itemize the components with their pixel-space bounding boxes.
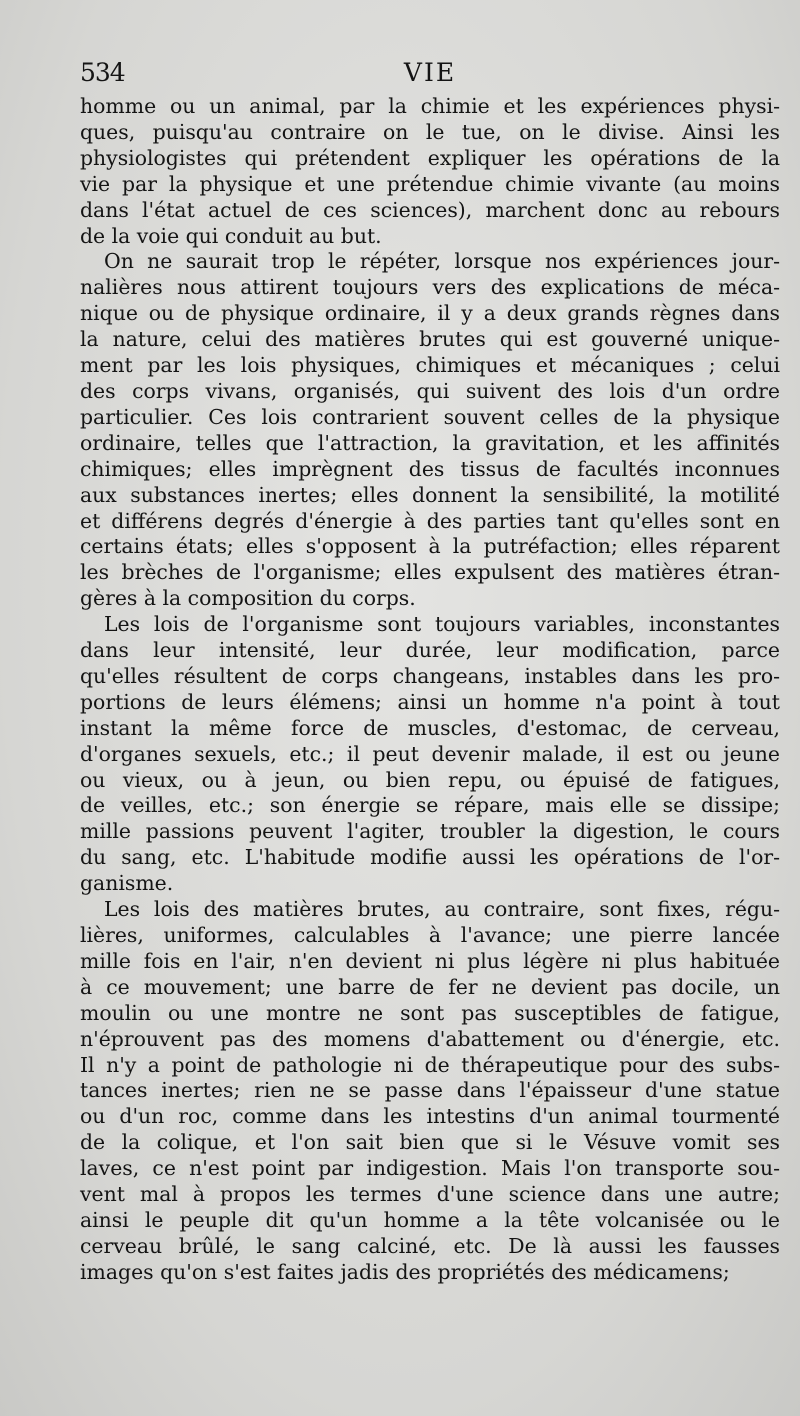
text-line: particulier. Ces lois contrarient souvent celles de la physique	[80, 404, 780, 429]
text-line: nalières nous attirent toujours vers des explications de méca-	[80, 275, 780, 300]
text-line: à ce mouvement; une barre de fer ne devient pas docile, un	[80, 974, 780, 999]
text-line: lières, uniformes, calculables à l'avance; une pierre lancée	[80, 923, 780, 947]
text-line: physiologistes qui prétendent expliquer les opérations de la	[80, 145, 780, 170]
text-line: instant la même force de muscles, d'estomac, de cerveau,	[80, 715, 780, 740]
text-line: des corps vivans, organisés, qui suivent des lois d'un ordre	[80, 378, 780, 403]
paragraph	[80, 612, 780, 897]
text-line: homme ou un animal, par la chimie et les expériences physi-	[80, 94, 780, 118]
text-line: ainsi le peuple dit qu'un homme a la tête volcanisée ou le	[80, 1207, 780, 1232]
text-line: de veilles, etc.; son énergie se répare, mais elle se dissipe;	[80, 793, 780, 818]
text-line: dans l'état actuel de ces sciences), marchent donc au rebours	[80, 197, 780, 222]
running-head: VIE	[403, 58, 457, 87]
text-line: mille fois en l'air, n'en devient ni plus légère ni plus habituée	[80, 948, 780, 973]
text-line: du sang, etc. L'habitude modifie aussi les opérations de l'or-	[80, 845, 780, 870]
book-page	[80, 58, 780, 1286]
text-line: chimiques; elles imprègnent des tissus de facultés inconnues	[80, 456, 780, 481]
text-line: portions de leurs élémens; ainsi un homme n'a point à tout	[80, 689, 780, 714]
text-line: ment par les lois physiques, chimiques et mécaniques ; celui	[80, 353, 780, 378]
text-line: vent mal à propos les termes d'une science dans une autre;	[80, 1182, 780, 1207]
paragraph	[80, 249, 780, 612]
text-line: ganisme.	[80, 871, 174, 896]
text-line: d'organes sexuels, etc.; il peut devenir malade, il est ou jeune	[80, 741, 780, 766]
text-line: laves, ce n'est point par indigestion. Mais l'on transporte sou-	[80, 1156, 780, 1181]
text-line: Il n'y a point de pathologie ni de thérapeutique pour des subs-	[80, 1052, 780, 1077]
text-line: qu'elles résultent de corps changeans, instables dans les pro-	[80, 663, 780, 688]
text-line: certains états; elles s'opposent à la putréfaction; elles réparent	[80, 534, 780, 559]
body-text	[80, 94, 780, 1286]
text-line: et différens degrés d'énergie à des parties tant qu'elles sont en	[80, 508, 780, 533]
paragraph	[80, 897, 780, 1286]
text-line: de la colique, et l'on sait bien que si le Vésuve vomit ses	[80, 1130, 780, 1155]
text-line: images qu'on s'est faites jadis des propriétés des médicamens;	[80, 1259, 730, 1284]
page-number: 534	[80, 58, 125, 87]
text-line: n'éprouvent pas des momens d'abattement ou d'énergie, etc.	[80, 1026, 780, 1051]
text-line: ou vieux, ou à jeun, ou bien repu, ou épuisé de fatigues,	[80, 767, 780, 792]
paragraph	[80, 94, 780, 249]
text-line: gères à la composition du corps.	[80, 586, 416, 611]
text-line: ques, puisqu'au contraire on le tue, on le divise. Ainsi les	[80, 119, 780, 144]
text-line: vie par la physique et une prétendue chimie vivante (au moins	[80, 171, 780, 196]
text-line: Les lois de l'organisme sont toujours variables, inconstantes	[104, 612, 780, 637]
text-line: dans leur intensité, leur durée, leur modification, parce	[80, 638, 780, 663]
text-line: aux substances inertes; elles donnent la sensibilité, la motilité	[80, 482, 780, 507]
text-line: les brèches de l'organisme; elles expulsent des matières étran-	[80, 560, 780, 585]
text-line: de la voie qui conduit au but.	[80, 223, 382, 248]
text-line: On ne saurait trop le répéter, lorsque nos expériences jour-	[104, 249, 780, 274]
text-line: ordinaire, telles que l'attraction, la gravitation, et les affinités	[80, 430, 780, 455]
text-line: moulin ou une montre ne sont pas susceptibles de fatigue,	[80, 1000, 780, 1025]
text-line: nique ou de physique ordinaire, il y a deux grands règnes dans	[80, 301, 780, 326]
text-line: mille passions peuvent l'agiter, troubler la digestion, le cours	[80, 819, 780, 844]
text-line: ou d'un roc, comme dans les intestins d'un animal tourmenté	[80, 1104, 780, 1129]
page-header	[80, 58, 780, 94]
text-line: cerveau brûlé, le sang calciné, etc. De là aussi les fausses	[80, 1233, 780, 1258]
text-line: Les lois des matières brutes, au contraire, sont fixes, régu-	[104, 897, 780, 922]
text-line: tances inertes; rien ne se passe dans l'épaisseur d'une statue	[80, 1078, 780, 1103]
text-line: la nature, celui des matières brutes qui est gouverné unique-	[80, 327, 780, 352]
